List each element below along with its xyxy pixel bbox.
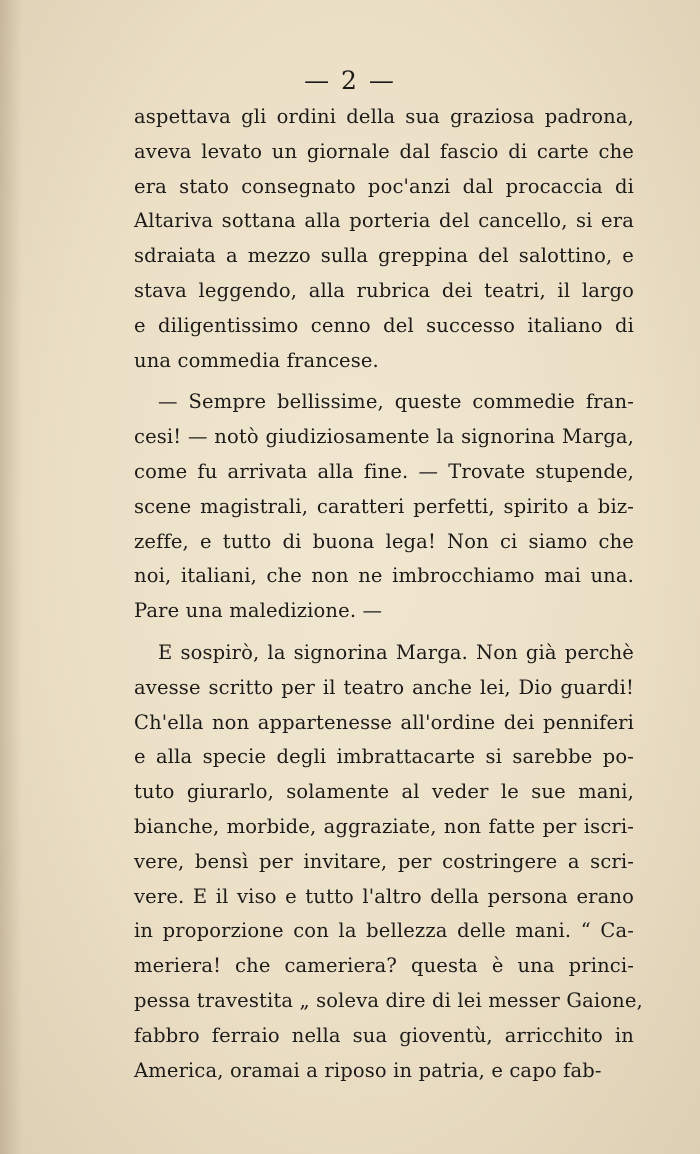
text-line: una commedia francese. [134, 348, 379, 372]
text-line: aveva levato un giornale dal fascio di carte che [134, 139, 634, 163]
page-edge-shadow [0, 0, 22, 1154]
text-line: Altariva sottana alla porteria del cancello, si era [134, 209, 634, 233]
text-line: Ch'ella non appartenesse all'ordine dei penniferi [134, 710, 634, 734]
text-line: scene magistrali, caratteri perfetti, spirito a biz- [134, 494, 634, 518]
text-line: noi, italiani, che non ne imbrocchiamo mai una. [134, 564, 634, 588]
text-line: e alla specie degli imbrattacarte si sarebbe po- [134, 745, 634, 769]
text-line: America, oramai a riposo in patria, e capo fab- [134, 1058, 602, 1082]
text-line: vere, bensì per invitare, per costringere a scri- [134, 849, 634, 873]
body-text [134, 100, 643, 1088]
page-number: — 2 — [304, 66, 396, 95]
text-line: tuto giurarlo, solamente al veder le sue mani, [134, 780, 634, 804]
paragraph [134, 636, 643, 1088]
paragraph [134, 100, 634, 378]
text-line: cesi! — notò giudiziosamente la signorina Marga, [134, 425, 634, 449]
text-line: bianche, morbide, aggraziate, non fatte per iscri- [134, 814, 634, 838]
text-line: zeffe, e tutto di buona lega! Non ci siamo che [134, 529, 634, 553]
text-line: aspettava gli ordini della sua graziosa padrona, [134, 105, 634, 128]
text-line: avesse scritto per il teatro anche lei, Dio guardi! [134, 675, 634, 699]
text-line: sdraiata a mezzo sulla greppina del salottino, e [134, 244, 634, 268]
paragraph-gap [134, 378, 634, 385]
text-line: pessa travestita „ soleva dire di lei messer Gaione, [134, 988, 643, 1012]
text-line: in proporzione con la bellezza delle mani. “ Ca- [134, 919, 634, 943]
text-line: E sospirò, la signorina Marga. Non già perchè [158, 640, 634, 664]
text-line: era stato consegnato poc'anzi dal procaccia di [134, 174, 634, 198]
text-line: Pare una maledizione. — [134, 599, 383, 623]
paragraph-gap [134, 629, 634, 636]
paragraph [134, 385, 634, 629]
text-line: vere. E il viso e tutto l'altro della persona erano [134, 884, 634, 908]
text-line: stava leggendo, alla rubrica dei teatri, il largo [134, 278, 634, 302]
text-line: e diligentissimo cenno del successo italiano di [134, 313, 634, 337]
text-line: fabbro ferraio nella sua gioventù, arricchito in [134, 1023, 634, 1047]
text-line: — Sempre bellissime, queste commedie fran- [158, 390, 634, 414]
text-line: meriera! che cameriera? questa è una princi- [134, 954, 634, 978]
text-line: come fu arrivata alla fine. — Trovate stupende, [134, 459, 634, 483]
